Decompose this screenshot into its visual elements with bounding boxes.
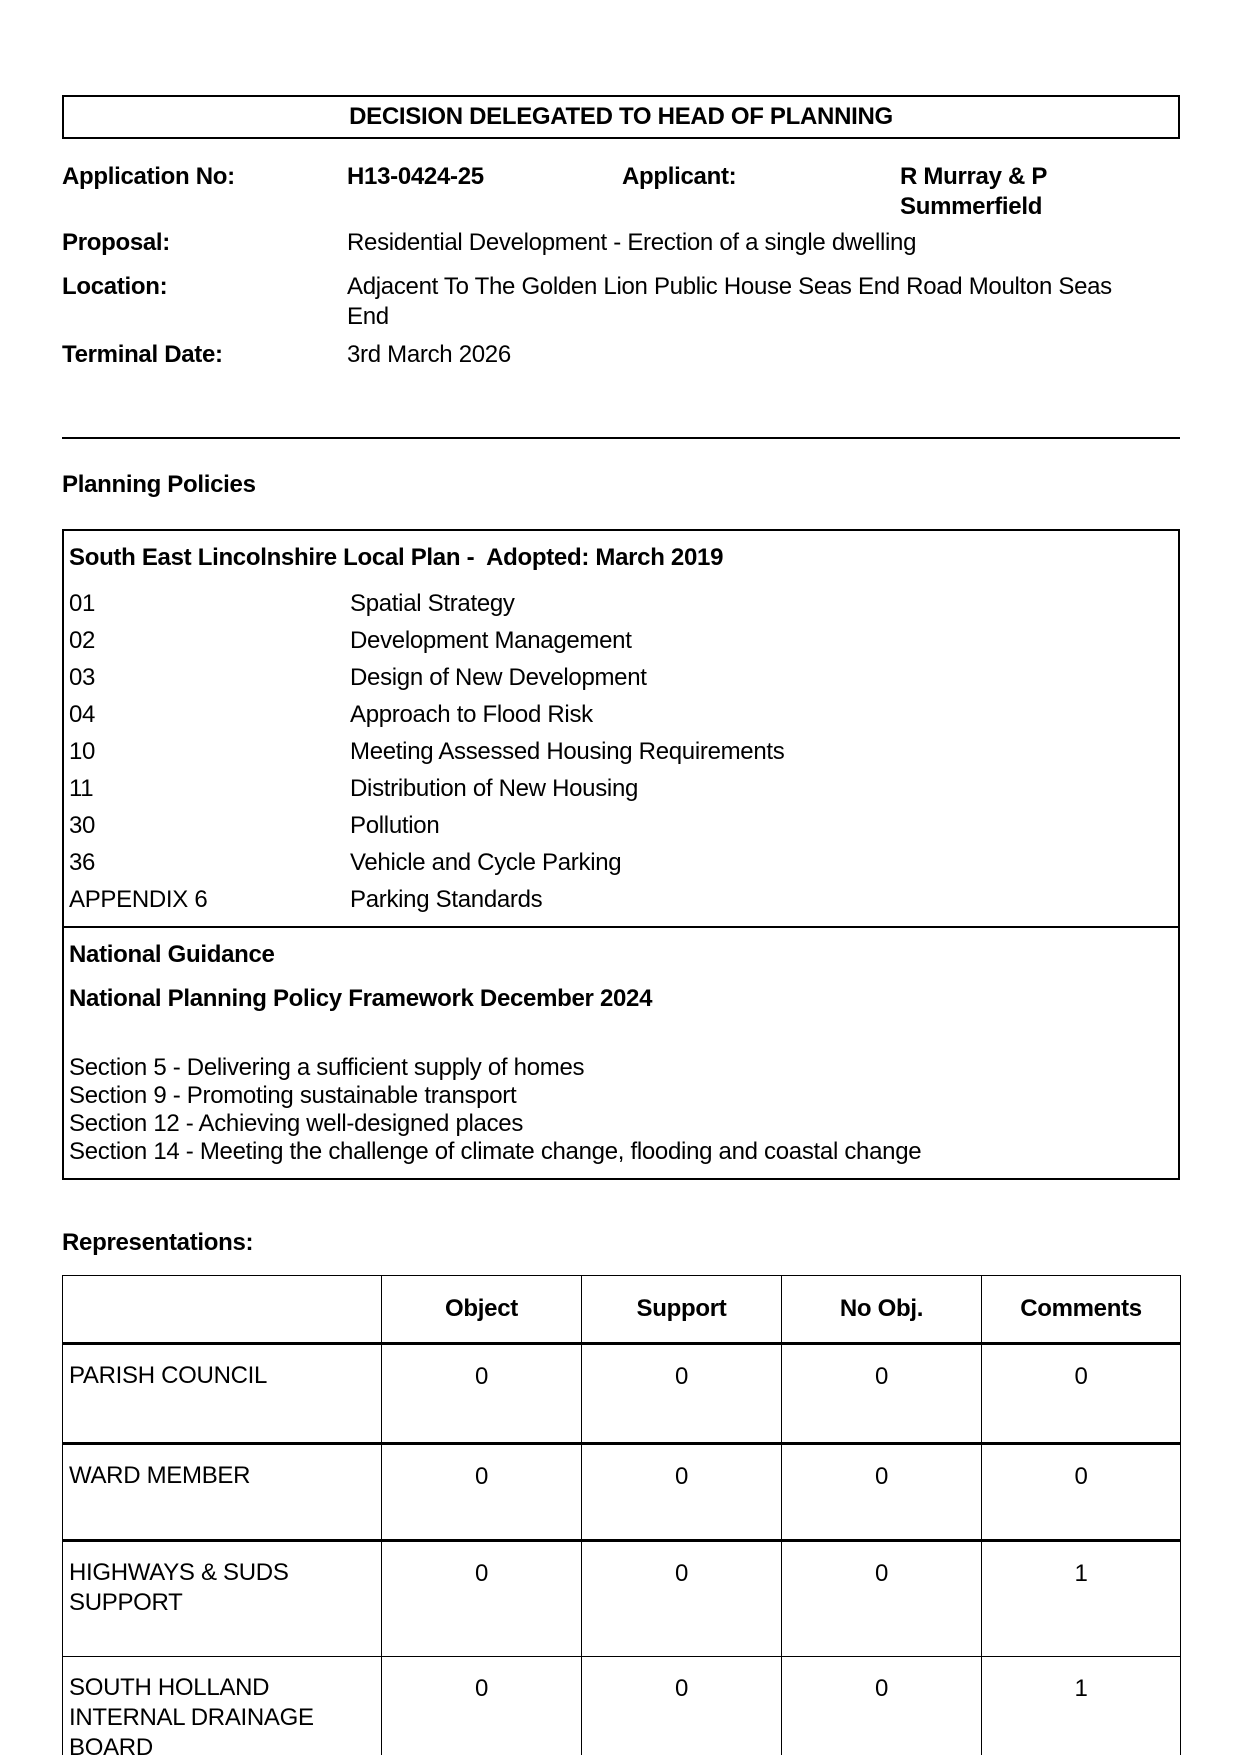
object-count-cell: 0 xyxy=(382,1444,582,1541)
terminal-date-row xyxy=(62,340,1180,370)
comments-count-cell: 1 xyxy=(982,1657,1181,1755)
policy-row xyxy=(69,696,1173,733)
policy-row xyxy=(69,622,1173,659)
framework-section-line: Section 12 - Achieving well-designed places xyxy=(69,1110,524,1137)
policies-inner-divider xyxy=(64,926,1178,928)
proposal-label: Proposal: xyxy=(62,229,170,256)
table-row xyxy=(63,1444,1181,1541)
table-header-comments: Comments xyxy=(982,1276,1181,1344)
table-row xyxy=(63,1657,1181,1755)
policy-name: Distribution of New Housing xyxy=(350,775,639,802)
policy-name: Spatial Strategy xyxy=(350,590,515,617)
consultee-name-cell: HIGHWAYS & SUDS SUPPORT xyxy=(63,1541,382,1657)
policy-row xyxy=(69,585,1173,622)
representations-table xyxy=(62,1275,1181,1755)
policy-code: 30 xyxy=(69,812,96,839)
policy-row xyxy=(69,881,1173,918)
document-title: DECISION DELEGATED TO HEAD OF PLANNING xyxy=(349,103,893,130)
policy-name: Parking Standards xyxy=(350,886,543,913)
proposal-row xyxy=(62,228,1180,258)
consultee-name-cell: WARD MEMBER xyxy=(63,1444,382,1541)
applicant-label: Applicant: xyxy=(622,163,737,190)
policy-code: 11 xyxy=(69,775,94,802)
table-header-support: Support xyxy=(582,1276,782,1344)
terminal-date-value: 3rd March 2026 xyxy=(347,341,511,368)
application-no-label: Application No: xyxy=(62,163,235,190)
policy-row xyxy=(69,844,1173,881)
policy-name: Vehicle and Cycle Parking xyxy=(350,849,622,876)
comments-count-cell: 0 xyxy=(982,1444,1181,1541)
policy-name: Meeting Assessed Housing Requirements xyxy=(350,738,785,765)
policy-code: APPENDIX 6 xyxy=(69,886,208,913)
table-row xyxy=(63,1541,1181,1657)
document-title-box xyxy=(62,95,1180,139)
horizontal-divider xyxy=(62,437,1180,439)
policy-list xyxy=(69,585,1173,918)
location-label: Location: xyxy=(62,273,168,300)
comments-count-cell: 1 xyxy=(982,1541,1181,1657)
local-plan-title: South East Lincolnshire Local Plan - Adopted: March 2019 xyxy=(69,544,724,571)
policy-row xyxy=(69,770,1173,807)
support-count-cell: 0 xyxy=(582,1444,782,1541)
application-no-value: H13-0424-25 xyxy=(347,163,484,190)
comments-count-cell: 0 xyxy=(982,1344,1181,1444)
framework-sections-list xyxy=(69,1054,1173,1166)
consultee-name-cell: SOUTH HOLLAND INTERNAL DRAINAGE BOARD xyxy=(63,1657,382,1755)
representations-table-header xyxy=(63,1276,1181,1344)
policy-name: Pollution xyxy=(350,812,440,839)
consultee-name-cell: PARISH COUNCIL xyxy=(63,1344,382,1444)
policy-row xyxy=(69,659,1173,696)
national-guidance-heading: National Guidance xyxy=(69,941,275,968)
table-header-no-obj: No Obj. xyxy=(782,1276,982,1344)
policy-row xyxy=(69,733,1173,770)
proposal-value: Residential Development - Erection of a single dwelling xyxy=(347,229,917,256)
object-count-cell: 0 xyxy=(382,1344,582,1444)
policy-code: 04 xyxy=(69,701,96,728)
representations-table-body xyxy=(63,1344,1181,1755)
document-content xyxy=(62,95,1180,1755)
object-count-cell: 0 xyxy=(382,1541,582,1657)
table-header-object: Object xyxy=(382,1276,582,1344)
framework-section-line: Section 5 - Delivering a sufficient supply of homes xyxy=(69,1054,585,1081)
planning-policies-box xyxy=(62,529,1180,1180)
location-row xyxy=(62,272,1180,332)
policy-code: 03 xyxy=(69,664,96,691)
location-value: Adjacent To The Golden Lion Public House Seas End Road Moulton Seas End xyxy=(347,273,1112,330)
support-count-cell: 0 xyxy=(582,1541,782,1657)
applicant-value: R Murray & P Summerfield xyxy=(900,163,1047,220)
no-obj-count-cell: 0 xyxy=(782,1344,982,1444)
table-header-row xyxy=(63,1276,1181,1344)
no-obj-count-cell: 0 xyxy=(782,1444,982,1541)
framework-section-line: Section 14 - Meeting the challenge of climate change, flooding and coastal change xyxy=(69,1138,922,1165)
policy-code: 36 xyxy=(69,849,96,876)
object-count-cell: 0 xyxy=(382,1657,582,1755)
policy-code: 10 xyxy=(69,738,96,765)
policy-code: 02 xyxy=(69,627,96,654)
framework-title: National Planning Policy Framework December 2024 xyxy=(69,985,653,1012)
policy-name: Development Management xyxy=(350,627,632,654)
policy-code: 01 xyxy=(69,590,96,617)
support-count-cell: 0 xyxy=(582,1657,782,1755)
framework-section-line: Section 9 - Promoting sustainable transport xyxy=(69,1082,517,1109)
application-info xyxy=(62,162,1180,370)
representations-heading: Representations: xyxy=(62,1229,254,1256)
policy-name: Approach to Flood Risk xyxy=(350,701,593,728)
policy-row xyxy=(69,807,1173,844)
table-header-consultee xyxy=(63,1276,382,1344)
no-obj-count-cell: 0 xyxy=(782,1657,982,1755)
no-obj-count-cell: 0 xyxy=(782,1541,982,1657)
application-row xyxy=(62,162,1180,222)
support-count-cell: 0 xyxy=(582,1344,782,1444)
planning-policies-heading: Planning Policies xyxy=(62,471,256,498)
table-row xyxy=(63,1344,1181,1444)
terminal-date-label: Terminal Date: xyxy=(62,341,223,368)
policy-name: Design of New Development xyxy=(350,664,647,691)
